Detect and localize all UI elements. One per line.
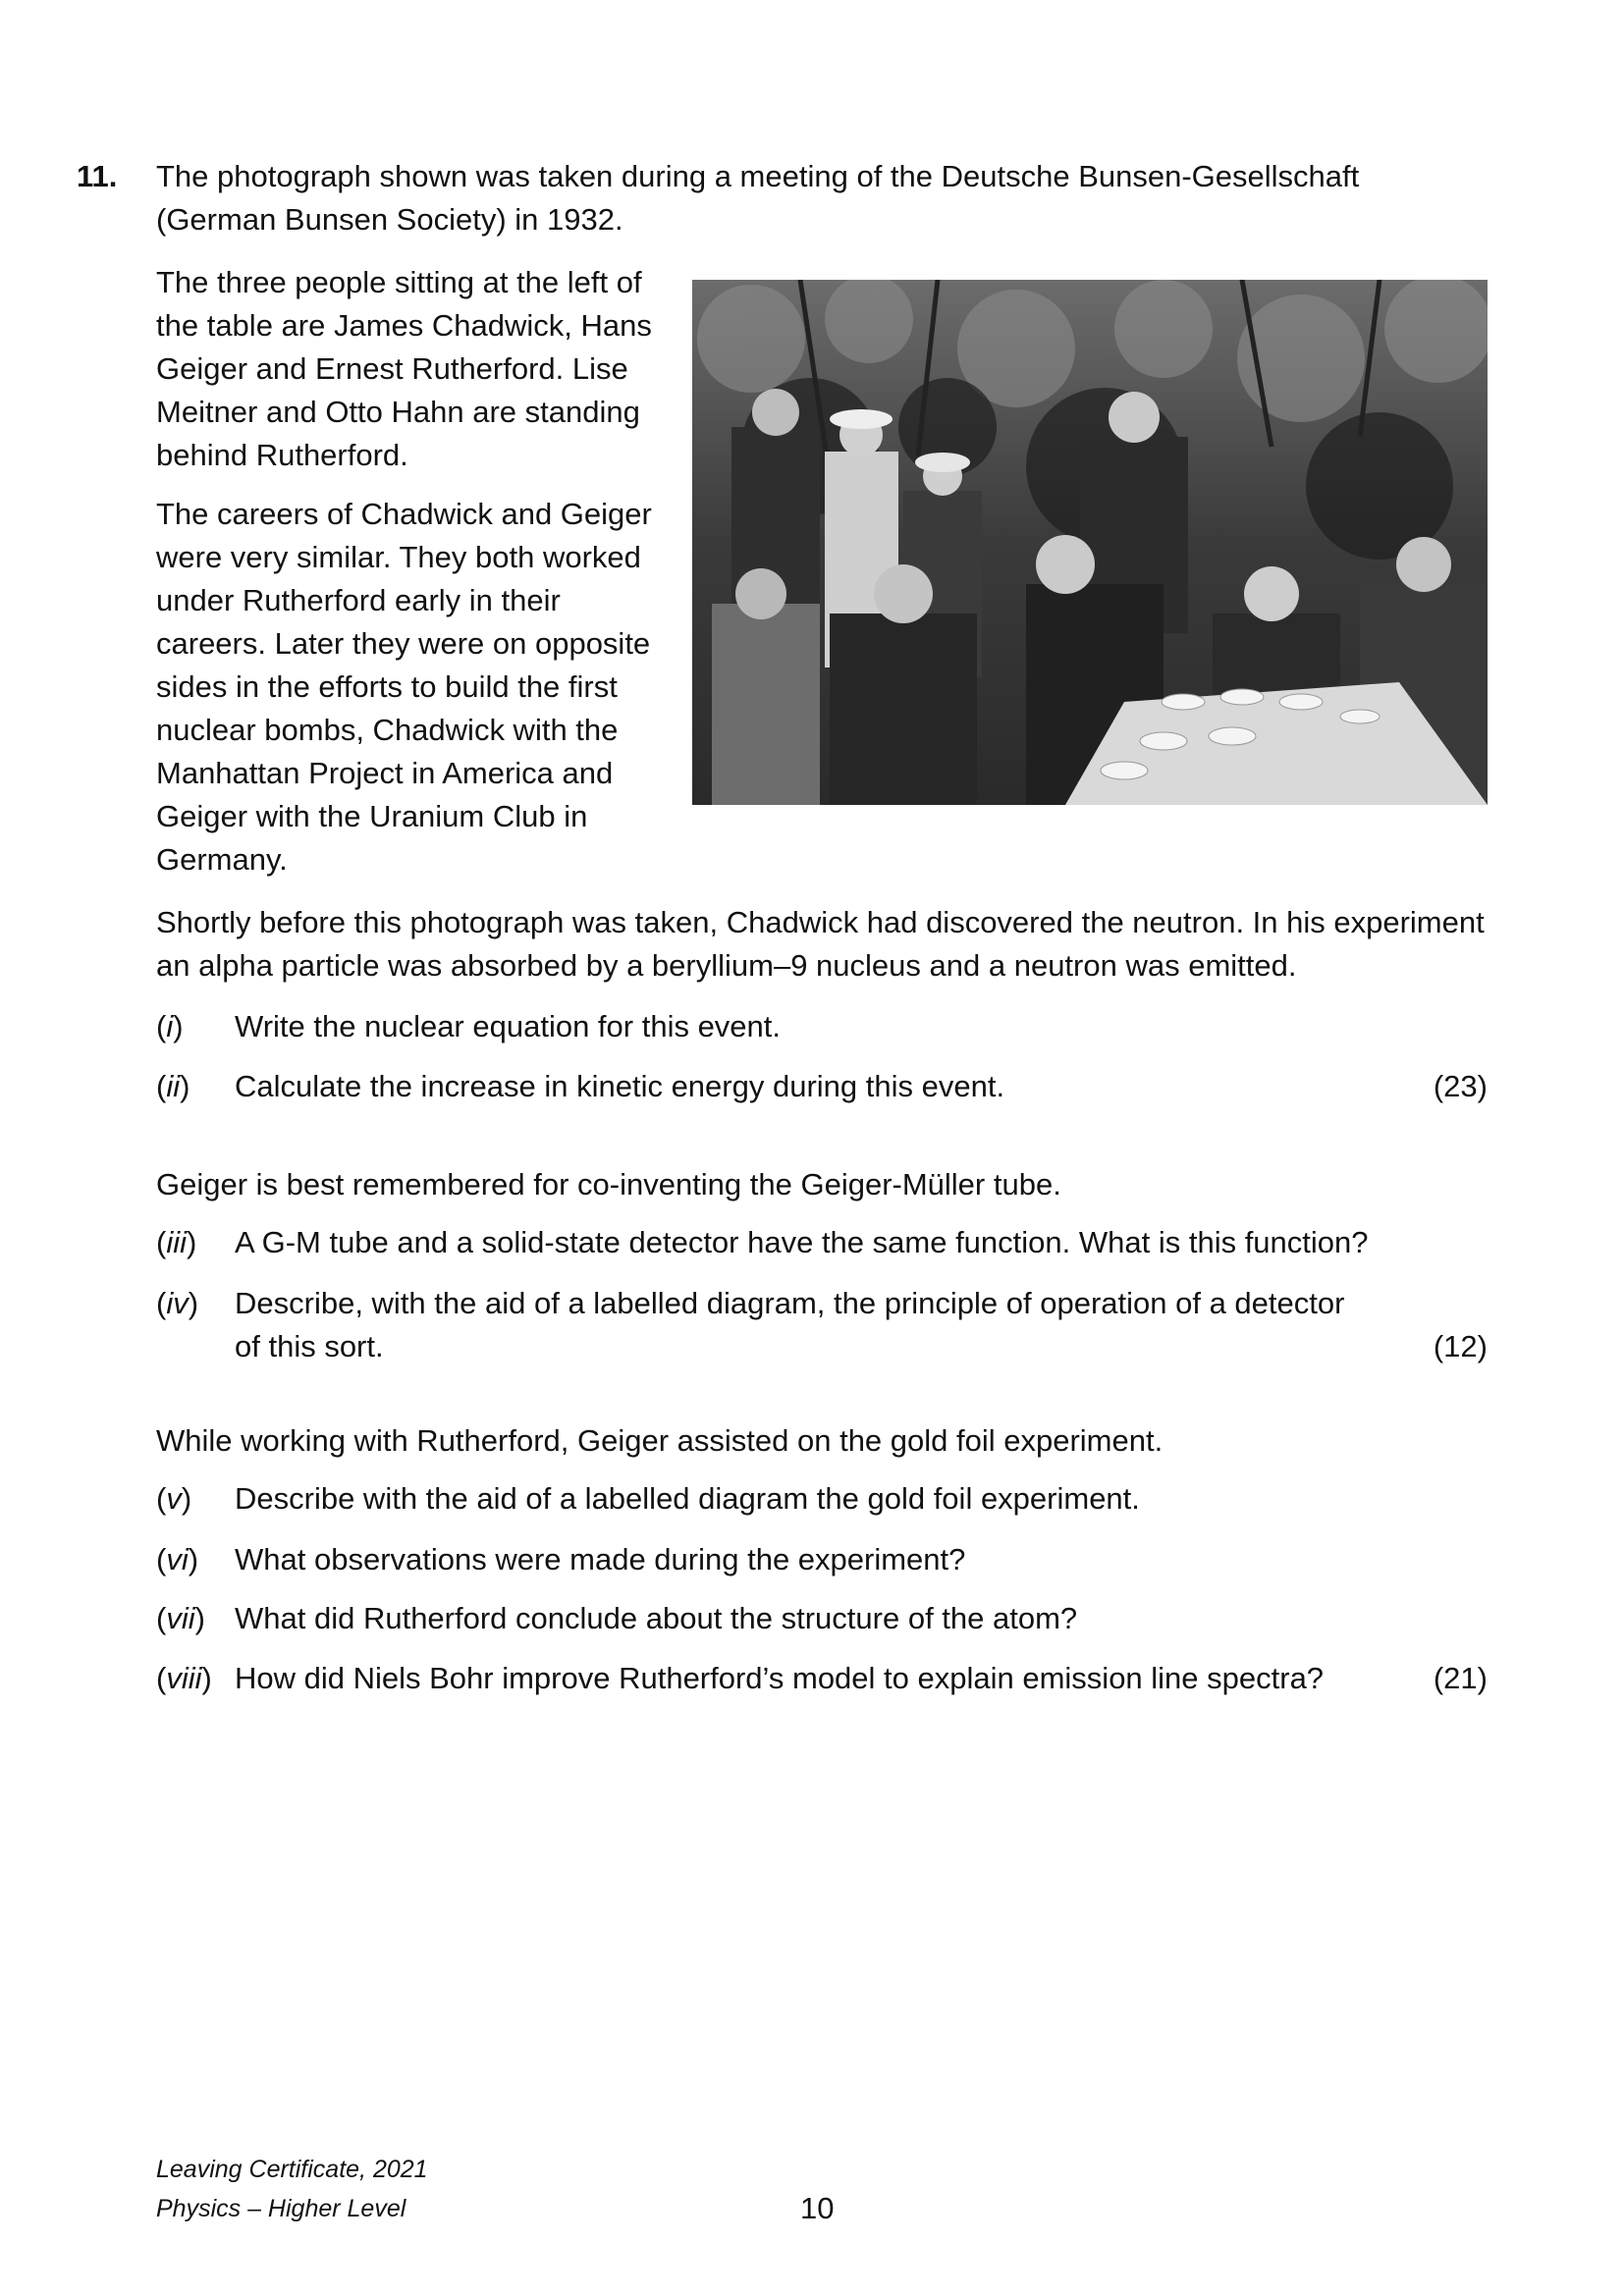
footer-exam-info bbox=[156, 2150, 428, 2228]
marks: (23) bbox=[1433, 1069, 1488, 1103]
part-text: What observations were made during the experiment? bbox=[235, 1542, 966, 1576]
part-text: Describe with the aid of a labelled diagram the gold foil experiment. bbox=[235, 1481, 1140, 1516]
part-text: Write the nuclear equation for this event. bbox=[235, 1009, 782, 1043]
part-label: (viii) bbox=[156, 1661, 212, 1695]
neutron-paragraph: Shortly before this photograph was taken, Chadwick had discovered the neutron. In his experiment an alpha particle was absorbed by a beryllium–9 nucleus and a neutron was emitted. bbox=[156, 905, 1485, 983]
part-text: Describe, with the aid of a labelled diagram, the principle of operation of a detector of this sort. bbox=[235, 1286, 1345, 1363]
marks: (12) bbox=[1433, 1329, 1488, 1363]
careers-description: The careers of Chadwick and Geiger were very similar. They both worked under Rutherford early in their careers. Later they were on opposite sides in the efforts to build the first nuclear bombs, Chadwick with the Manhattan Project in America and Geiger with the Uranium Club in Germany. bbox=[156, 497, 652, 877]
gold-foil-paragraph: While working with Rutherford, Geiger assisted on the gold foil experiment. bbox=[156, 1423, 1164, 1458]
part-text: What did Rutherford conclude about the structure of the atom? bbox=[235, 1601, 1078, 1635]
part-label: (vi) bbox=[156, 1542, 199, 1576]
part-label: (v) bbox=[156, 1481, 192, 1516]
part-label: (iv) bbox=[156, 1286, 199, 1320]
page-number: 10 bbox=[800, 2191, 835, 2225]
part-text: Calculate the increase in kinetic energy during this event. bbox=[235, 1069, 1005, 1103]
footer-line-1: Leaving Certificate, 2021 bbox=[156, 2156, 428, 2183]
marks: (21) bbox=[1433, 1661, 1488, 1695]
part-label: (iii) bbox=[156, 1225, 197, 1259]
photo-caption-column bbox=[156, 261, 667, 881]
question-number: 11. bbox=[77, 159, 118, 193]
question-intro: The photograph shown was taken during a meeting of the Deutsche Bunsen-Gesellschaft (German Bunsen Society) in 1932. bbox=[156, 159, 1360, 237]
part-label: (ii) bbox=[156, 1069, 190, 1103]
geiger-muller-paragraph: Geiger is best remembered for co-inventing the Geiger-Müller tube. bbox=[156, 1167, 1061, 1201]
part-label: (vii) bbox=[156, 1601, 205, 1635]
part-label: (i) bbox=[156, 1009, 184, 1043]
part-text: How did Niels Bohr improve Rutherford’s model to explain emission line spectra? bbox=[235, 1661, 1325, 1695]
photograph-image bbox=[692, 280, 1488, 805]
footer-line-2: Physics – Higher Level bbox=[156, 2195, 406, 2222]
historical-photograph bbox=[692, 280, 1488, 805]
part-text: A G-M tube and a solid-state detector have the same function. What is this function? bbox=[235, 1225, 1369, 1259]
people-description: The three people sitting at the left of the table are James Chadwick, Hans Geiger and Ernest Rutherford. Lise Meitner and Otto Hahn are standing behind Rutherford. bbox=[156, 265, 652, 472]
